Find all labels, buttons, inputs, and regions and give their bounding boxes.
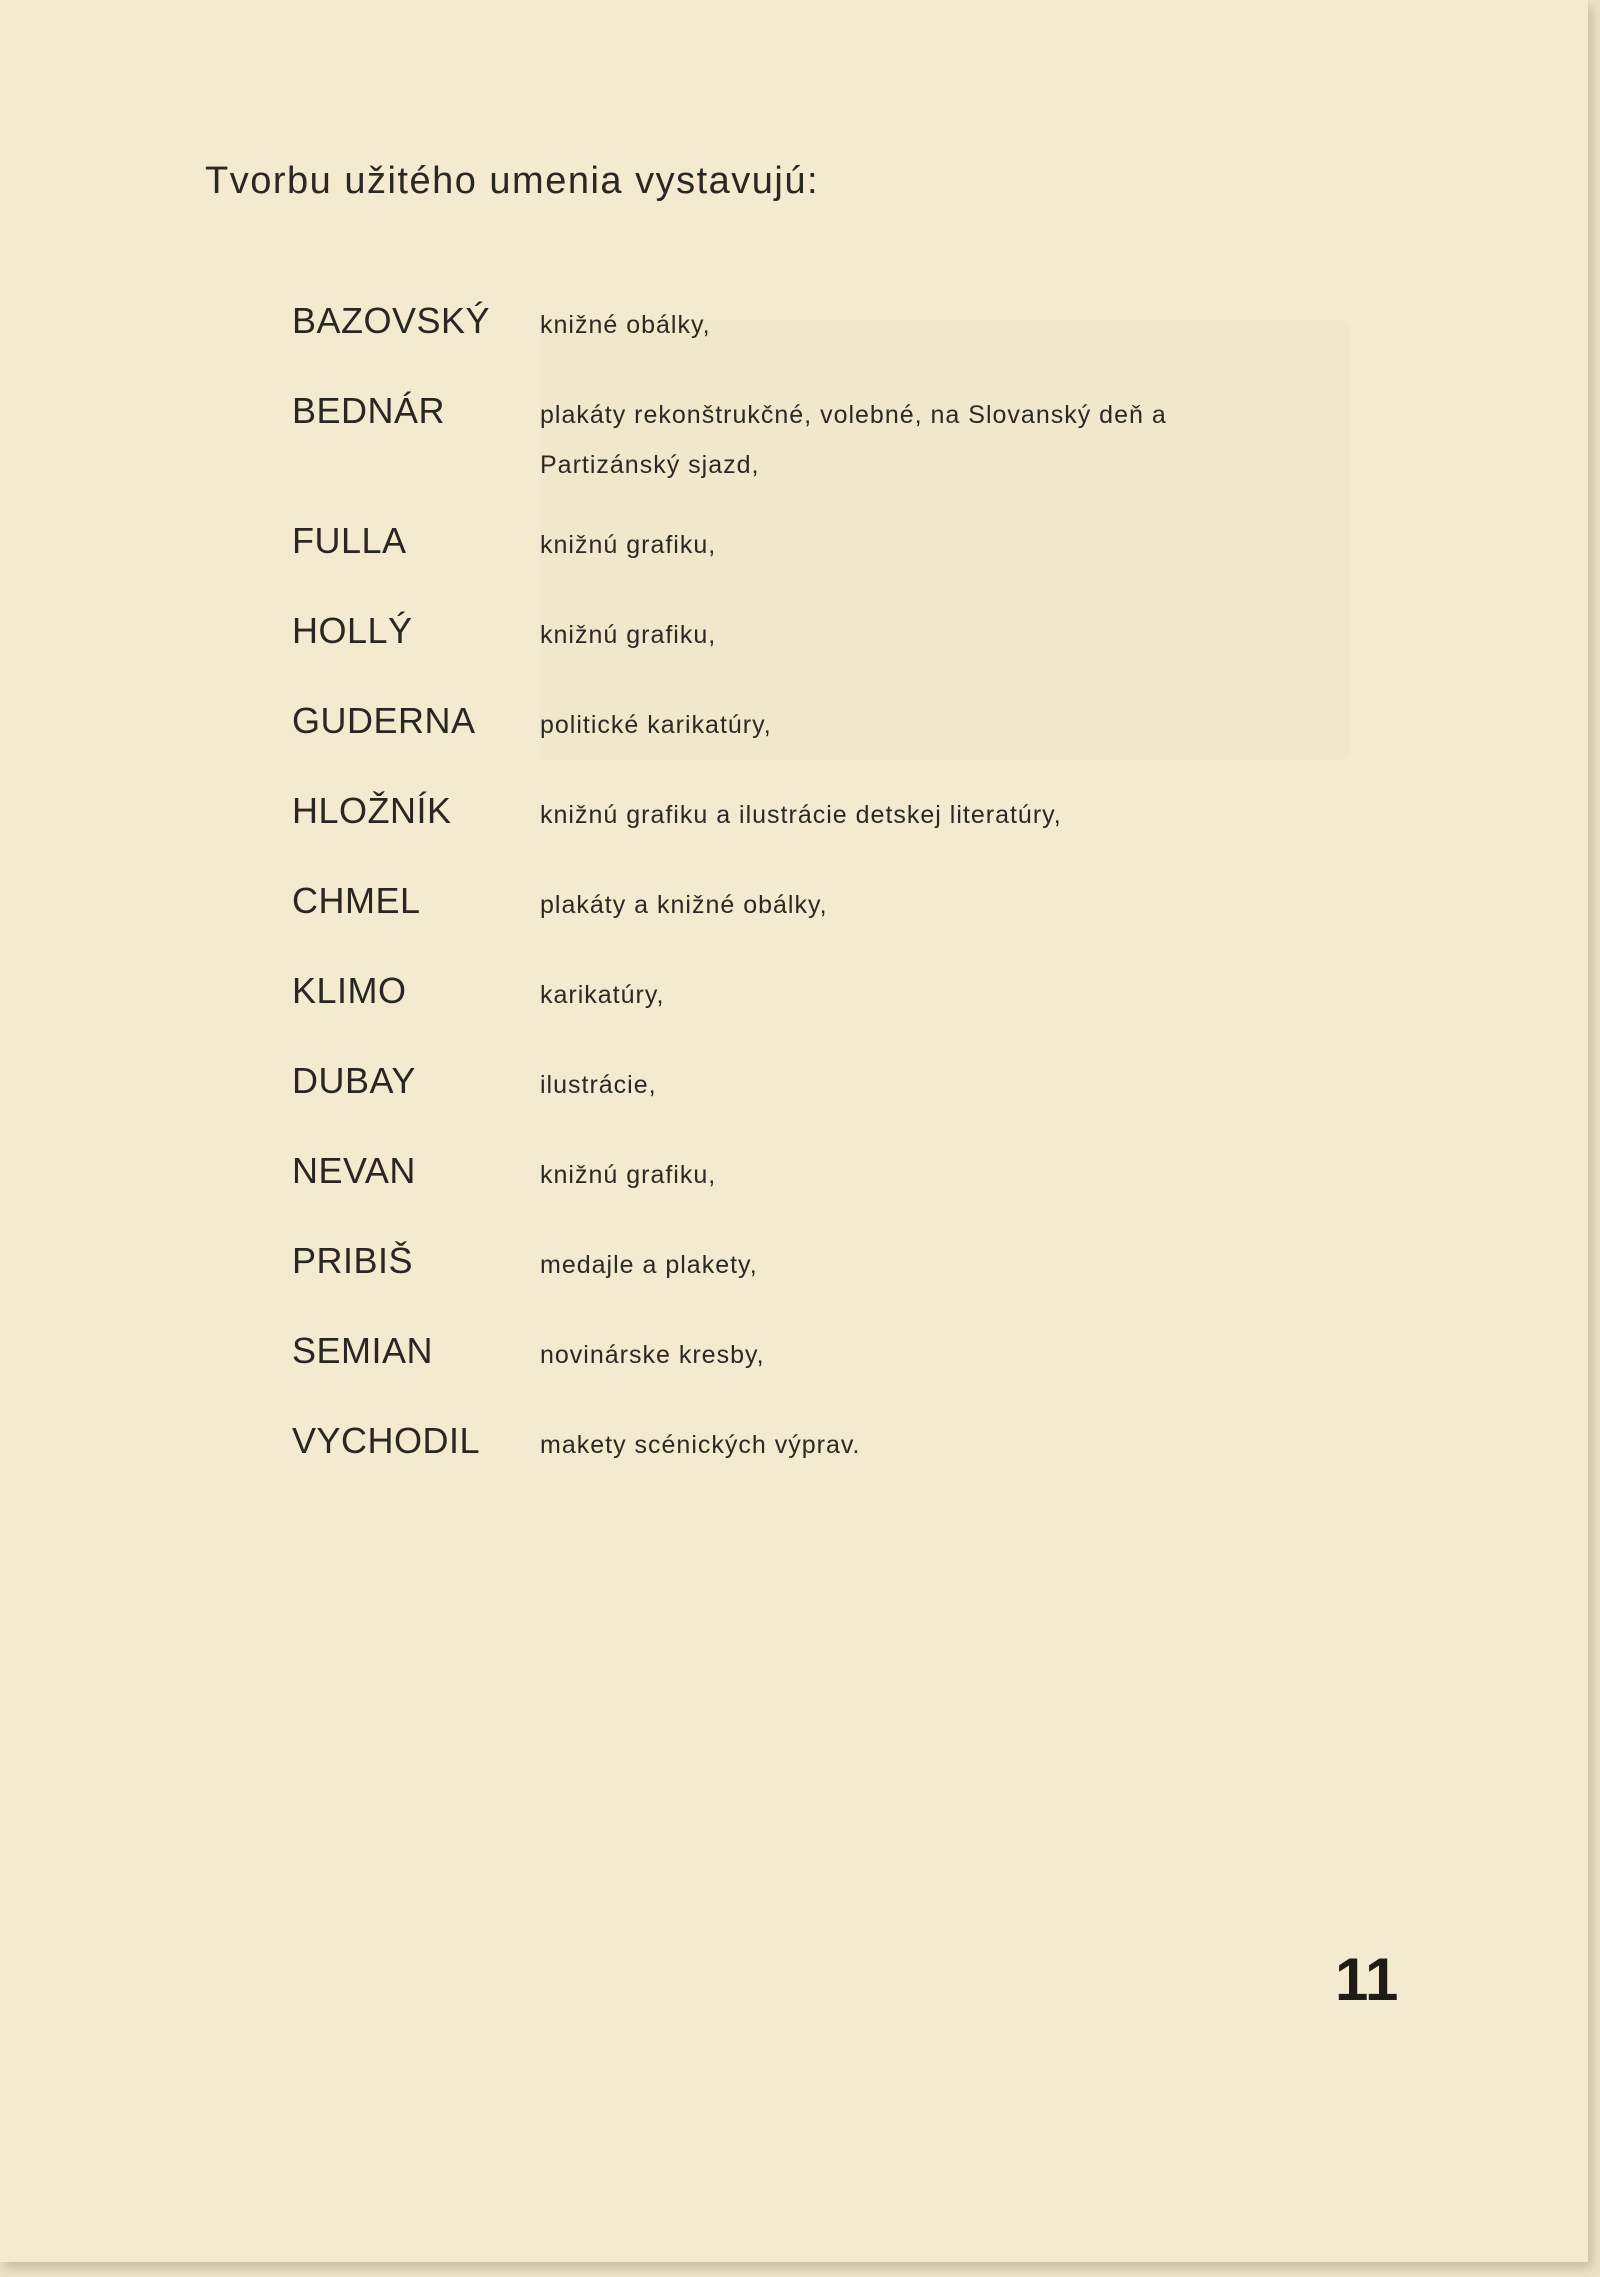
artist-works: knižnú grafiku, bbox=[540, 1161, 717, 1189]
list-item bbox=[292, 1150, 1292, 1240]
artist-works: knižnú grafiku, bbox=[540, 621, 717, 649]
artist-works: knižné obálky, bbox=[540, 311, 711, 339]
artist-name: NEVAN bbox=[292, 1150, 416, 1191]
artist-name: GUDERNA bbox=[292, 700, 476, 741]
artist-name: BAZOVSKÝ bbox=[292, 300, 491, 341]
artist-works: medajle a plakety, bbox=[540, 1251, 758, 1279]
artist-name: BEDNÁR bbox=[292, 390, 446, 431]
artist-name: CHMEL bbox=[292, 880, 421, 921]
list-item bbox=[292, 700, 1292, 790]
exhibitor-list bbox=[292, 300, 1292, 1510]
list-item bbox=[292, 1060, 1292, 1150]
artist-works: karikatúry, bbox=[540, 981, 665, 1009]
artist-name: FULLA bbox=[292, 520, 407, 561]
artist-name: SEMIAN bbox=[292, 1330, 434, 1371]
artist-works: makety scénických výprav. bbox=[540, 1431, 861, 1459]
artist-name: PRIBIŠ bbox=[292, 1240, 414, 1281]
page-number: 11 bbox=[1335, 1946, 1399, 2013]
list-item bbox=[292, 300, 1292, 390]
page-heading: Tvorbu užitého umenia vystavujú: bbox=[205, 160, 820, 202]
list-item bbox=[292, 1420, 1292, 1510]
artist-works: plakáty a knižné obálky, bbox=[540, 891, 828, 919]
artist-works: plakáty rekonštrukčné, volebné, na Slovanský deň a Partizánský sjazd, bbox=[540, 401, 1167, 479]
artist-name: DUBAY bbox=[292, 1060, 416, 1101]
list-item bbox=[292, 790, 1292, 880]
artist-name: KLIMO bbox=[292, 970, 407, 1011]
artist-works: novinárske kresby, bbox=[540, 1341, 765, 1369]
artist-name: HLOŽNÍK bbox=[292, 790, 452, 831]
artist-name: VYCHODIL bbox=[292, 1420, 481, 1461]
list-item bbox=[292, 390, 1292, 520]
artist-name: HOLLÝ bbox=[292, 610, 413, 651]
list-item bbox=[292, 520, 1292, 610]
list-item bbox=[292, 1330, 1292, 1420]
artist-works: knižnú grafiku, bbox=[540, 531, 717, 559]
artist-works: ilustrácie, bbox=[540, 1071, 657, 1099]
list-item bbox=[292, 880, 1292, 970]
list-item bbox=[292, 970, 1292, 1060]
list-item bbox=[292, 1240, 1292, 1330]
list-item bbox=[292, 610, 1292, 700]
artist-works: politické karikatúry, bbox=[540, 711, 772, 739]
artist-works: knižnú grafiku a ilustrácie detskej literatúry, bbox=[540, 801, 1062, 829]
